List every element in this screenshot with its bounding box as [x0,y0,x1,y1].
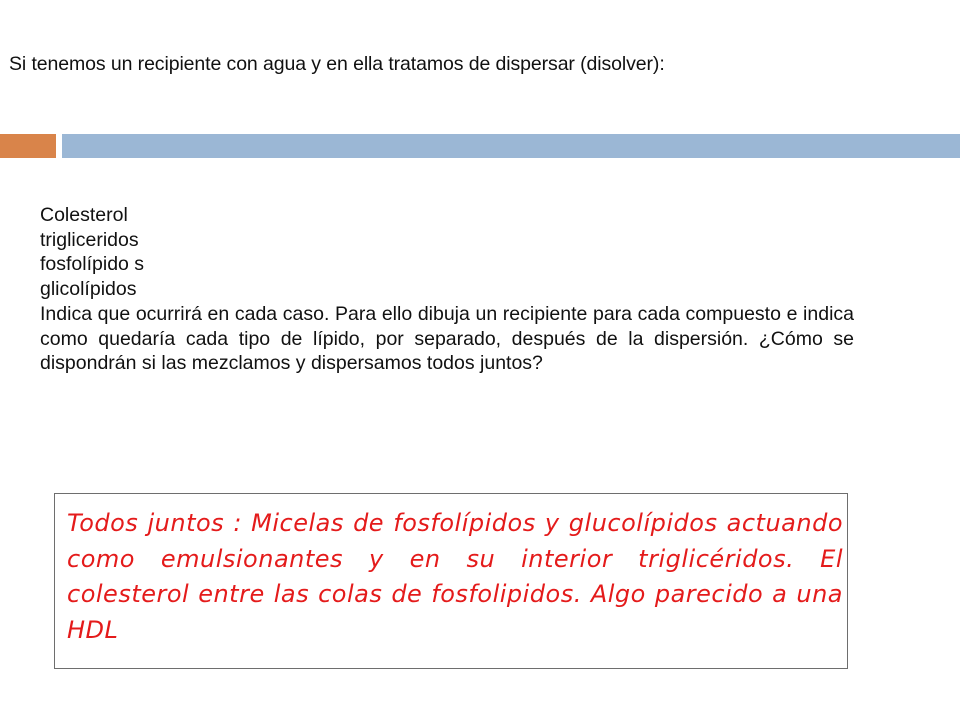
slide-body [40,203,854,376]
accent-bar-orange [0,134,56,158]
slide-title: Si tenemos un recipiente con agua y en ella tratamos de dispersar (disolver): [9,53,665,75]
answer-text: Todos juntos : Micelas de fosfolípidos y glucolípidos actuando como emulsionantes y en su interior triglicéridos. El colesterol entre las colas de fosfolipidos. Algo parecido a una HDL [67,509,843,644]
lipid-item-fosfolipidos: fosfolípido s [40,253,145,276]
lipid-item-glicolipidos: glicolípidos [40,278,137,301]
answer-box [54,493,848,669]
lipid-item-trigliceridos: trigliceridos [40,228,139,251]
lipid-item-colesterol: Colesterol [40,204,128,226]
accent-bar-blue [62,134,960,158]
instruction-paragraph: Indica que ocurrirá en cada caso. Para ello dibuja un recipiente para cada compuesto e indica como quedaría cada tipo de lípido, por separado, después de la dispersión. ¿Cómo se dispondrán si las mezclamos y dispersamos todos juntos? [40,302,854,375]
